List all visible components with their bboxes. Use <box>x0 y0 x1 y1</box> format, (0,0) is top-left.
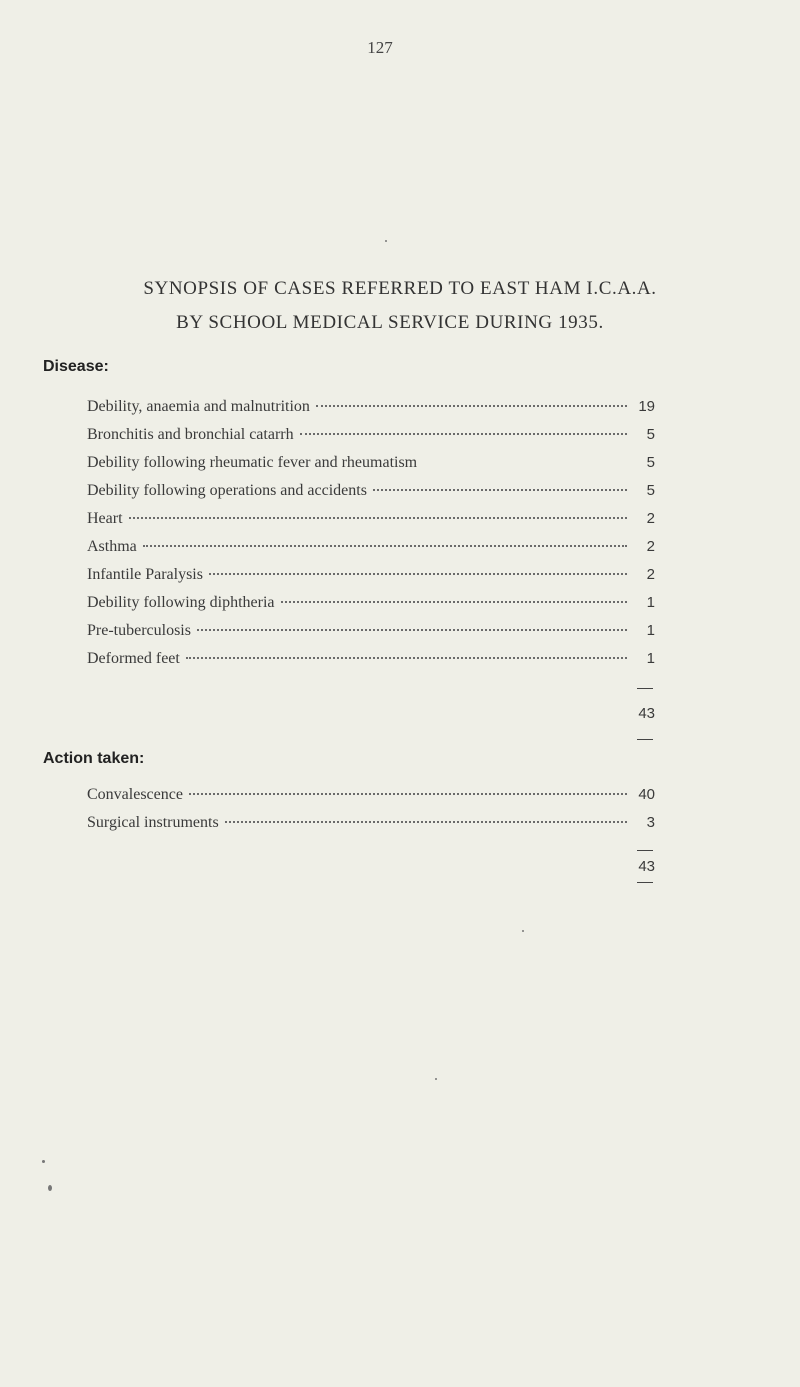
row-label: Infantile Paralysis <box>87 566 203 583</box>
page-speck <box>42 1160 45 1163</box>
leader-dots <box>143 545 627 547</box>
row-value: 5 <box>646 426 655 443</box>
leader-dots <box>423 461 627 463</box>
table-row <box>87 622 655 644</box>
leader-dots <box>300 433 627 435</box>
row-value: 1 <box>646 622 655 639</box>
row-label: Debility following operations and accidents <box>87 482 367 499</box>
table-row <box>87 650 655 672</box>
disease-total: 43 <box>638 705 655 722</box>
table-row <box>87 786 655 808</box>
row-label: Debility, anaemia and malnutrition <box>87 398 310 415</box>
table-row <box>87 510 655 532</box>
total-rule-top <box>637 688 653 689</box>
title-line-1: SYNOPSIS OF CASES REFERRED TO EAST HAM I.C.A.A. <box>143 278 657 299</box>
row-label: Bronchitis and bronchial catarrh <box>87 426 294 443</box>
row-label: Asthma <box>87 538 137 555</box>
table-row <box>87 482 655 504</box>
row-label: Heart <box>87 510 123 527</box>
table-row <box>87 594 655 616</box>
leader-dots <box>316 405 627 407</box>
row-value: 2 <box>646 538 655 555</box>
row-value: 5 <box>646 482 655 499</box>
leader-dots <box>197 629 627 631</box>
page-speck <box>435 1078 437 1080</box>
row-label: Convalescence <box>87 786 183 803</box>
row-label: Debility following rheumatic fever and rheumatism <box>87 454 418 471</box>
row-value: 19 <box>638 398 655 415</box>
total-rule-top <box>637 850 653 851</box>
leader-dots <box>129 517 627 519</box>
row-value: 1 <box>646 650 655 667</box>
table-row <box>87 538 655 560</box>
leader-dots <box>225 821 627 823</box>
total-rule-bottom <box>637 739 653 740</box>
title-line-2: BY SCHOOL MEDICAL SERVICE DURING 1935. <box>176 312 604 333</box>
leader-dots <box>281 601 627 603</box>
table-row <box>87 566 655 588</box>
page-speck <box>522 930 524 932</box>
action-heading: Action taken: <box>43 750 145 767</box>
table-row <box>87 814 655 836</box>
action-total: 43 <box>638 858 655 875</box>
leader-dots <box>189 793 627 795</box>
page-speck <box>385 240 387 242</box>
total-rule-bottom <box>637 882 653 883</box>
page-number: 127 <box>367 38 393 57</box>
row-value: 2 <box>646 566 655 583</box>
row-label: Deformed feet <box>87 650 180 667</box>
table-row <box>87 454 655 476</box>
leader-dots <box>209 573 627 575</box>
page-speck <box>48 1185 52 1191</box>
table-row <box>87 426 655 448</box>
row-label: Debility following diphtheria <box>87 594 275 611</box>
row-value: 5 <box>646 454 655 471</box>
leader-dots <box>186 657 627 659</box>
leader-dots <box>373 489 627 491</box>
row-value: 1 <box>646 594 655 611</box>
table-row <box>87 398 655 420</box>
row-label: Surgical instruments <box>87 814 219 831</box>
row-value: 3 <box>646 814 655 831</box>
row-value: 2 <box>646 510 655 527</box>
row-value: 40 <box>638 786 655 803</box>
disease-heading: Disease: <box>43 358 109 375</box>
row-label: Pre-tuberculosis <box>87 622 191 639</box>
